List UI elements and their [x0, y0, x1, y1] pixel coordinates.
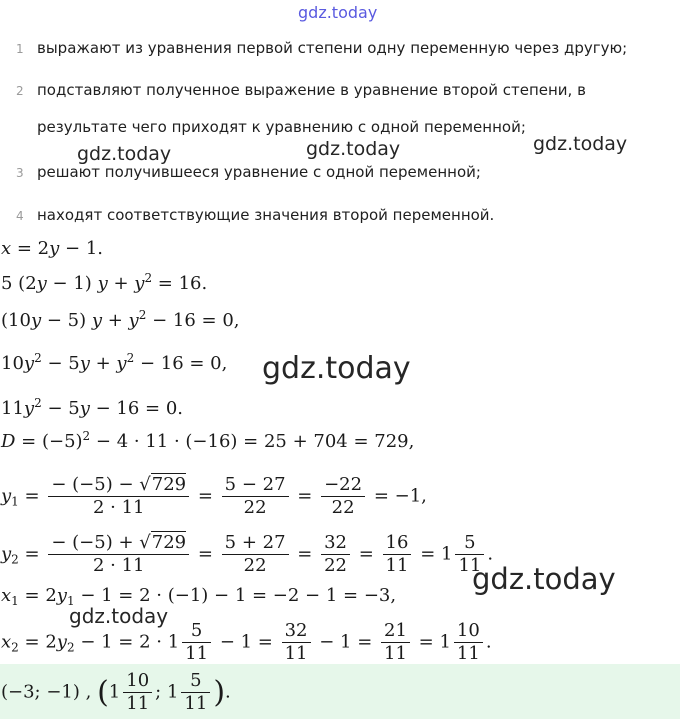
fraction: $\frac{32}{11}$	[282, 620, 311, 665]
math-line-y2: $y_2$ = $\frac{- (-5) + √729}{2 \cdot 11}$ = $\frac{5 + 27}{22}$ = $\frac{32}{22}$ = $\frac{16}{11}$ = 1 $\frac{5}{11}$ .	[1, 532, 494, 576]
math-line-3: (10y − 5) $y + y^2 - 16 = 0$,	[1, 308, 240, 331]
step-number: 4	[16, 209, 24, 223]
fraction: $\frac{- (-5) - √729}{2 \cdot 11}$	[48, 474, 189, 519]
fraction: $\frac{21}{11}$	[381, 620, 410, 665]
math-line-x2: $x_2 = 2y_2 - 1 = 2 \cdot 1$ $\frac{5}{11}$ − 1 = $\frac{32}{11}$ − 1 = $\frac{21}{11}$ = 1 $\frac{10}{11}$ .	[1, 620, 492, 664]
answer-text: (−3; −1) , (1 $\frac{10}{11}$ ; 1 $\frac{5}{11}$ ).	[1, 670, 231, 714]
watermark: gdz.today	[472, 562, 616, 596]
watermark-top: gdz.today	[298, 3, 378, 22]
watermark: gdz.today	[69, 604, 169, 628]
step-text: находят соответствующие значения второй переменной.	[37, 206, 495, 224]
math-line-y1: $y_1$ = $\frac{- (-5) - √729}{2 \cdot 11}$ = $\frac{5 - 27}{22}$ = $\frac{-22}{22}$ = −1,	[1, 474, 427, 518]
fraction: $\frac{10}{11}$	[123, 670, 152, 715]
step-number: 1	[16, 42, 24, 56]
fraction: $\frac{5 - 27}{22}$	[222, 474, 289, 519]
math-line-2: 5 (2y − 1) $y + y^2 = 16$.	[1, 271, 208, 294]
fraction: $\frac{5}{11}$	[182, 620, 211, 665]
step-text: подставляют полученное выражение в уравнение второй степени, в результате чего приходят к уравнению с одной переменной;	[37, 81, 586, 136]
fraction: $\frac{5}{11}$	[455, 532, 484, 577]
fraction: $\frac{-22}{22}$	[321, 474, 365, 519]
fraction: $\frac{5}{11}$	[181, 670, 210, 715]
fraction: $\frac{- (-5) + √729}{2 \cdot 11}$	[48, 532, 189, 577]
fraction: $\frac{32}{22}$	[321, 532, 350, 577]
step-text: решают получившееся уравнение с одной переменной;	[37, 163, 481, 181]
step-number: 2	[16, 84, 24, 98]
watermark: gdz.today	[533, 133, 628, 155]
math-line-1: x = 2y − 1.	[1, 238, 104, 259]
math-line-5: $11y^2 - 5y - 16 = 0$.	[1, 396, 184, 419]
step-text: выражают из уравнения первой степени одну переменную через другую;	[37, 39, 628, 57]
math-line-4: $10y^2 - 5y + y^2 - 16 = 0$,	[1, 351, 228, 374]
fraction: $\frac{5 + 27}{22}$	[222, 532, 289, 577]
fraction: $\frac{10}{11}$	[454, 620, 483, 665]
math-line-6: $D = (-5)^2 - 4 \cdot 11 \cdot (-16) = 25 + 704 = 729$,	[1, 429, 415, 452]
watermark: gdz.today	[77, 143, 172, 165]
watermark: gdz.today	[262, 351, 411, 386]
answer-box	[0, 664, 680, 719]
math-line-x1: $x_1 = 2y_1 - 1 = 2 \cdot (-1) - 1 = -2 - 1 = -3$,	[1, 585, 397, 608]
step-number: 3	[16, 166, 24, 180]
watermark: gdz.today	[306, 138, 401, 160]
fraction: $\frac{16}{11}$	[383, 532, 412, 577]
